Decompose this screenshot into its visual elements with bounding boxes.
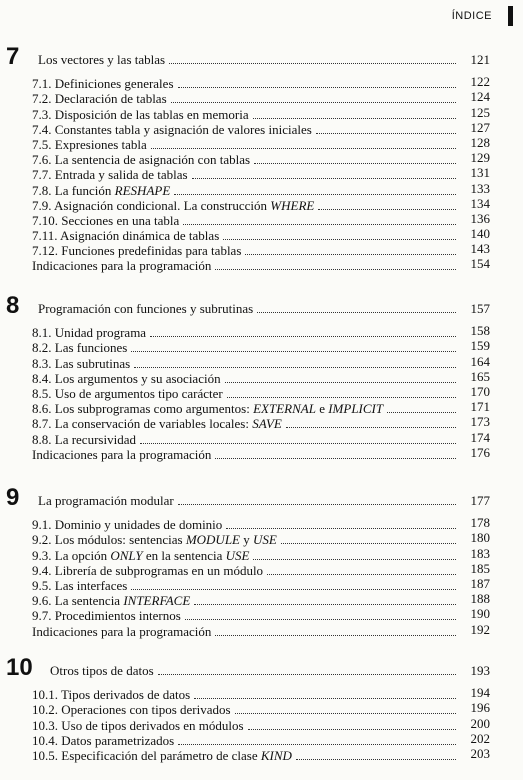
dot-leader — [223, 239, 456, 240]
section-title: 10.3. Uso de tipos derivados en módulos — [32, 717, 244, 733]
dot-leader — [185, 619, 456, 620]
section-title: 8.6. Los subprogramas como argumentos: EXTERNAL e IMPLICIT — [32, 401, 384, 417]
section-page-number: 176 — [470, 444, 490, 460]
chapter-number: 7 — [6, 43, 20, 70]
section-page-number: 183 — [470, 545, 490, 561]
section-entry[interactable] — [32, 730, 490, 748]
dot-leader — [316, 133, 456, 134]
section-title: 7.8. La función RESHAPE — [32, 182, 171, 198]
dot-leader — [267, 574, 456, 575]
section-page-number: 196 — [470, 700, 490, 716]
section-list — [6, 687, 490, 763]
section-entry[interactable] — [32, 91, 490, 106]
chapter-heading[interactable] — [6, 655, 490, 681]
section-title: 7.6. La sentencia de asignación con tablas — [32, 152, 251, 168]
section-entry[interactable] — [32, 547, 490, 562]
section-title: 7.3. Disposición de las tablas en memoria — [32, 106, 249, 122]
dot-leader — [235, 713, 456, 714]
section-title: 9.2. Los módulos: sentencias MODULE y USE — [32, 532, 277, 548]
section-page-number: 122 — [470, 74, 490, 90]
section-title: Indicaciones para la programación — [32, 623, 212, 639]
section-title: 8.7. La conservación de variables locales: SAVE — [32, 416, 282, 432]
section-list — [6, 325, 490, 462]
section-title: 7.1. Definiciones generales — [32, 76, 174, 92]
dot-leader — [254, 163, 456, 164]
section-page-number: 127 — [470, 119, 490, 135]
section-entry[interactable] — [32, 575, 490, 593]
section-title: 9.3. La opción ONLY en la sentencia USE — [32, 547, 250, 563]
dot-leader — [192, 178, 456, 179]
dot-leader — [225, 382, 456, 383]
dot-leader — [131, 589, 456, 590]
dot-leader — [215, 458, 456, 459]
section-page-number: 173 — [470, 414, 490, 430]
section-title: 8.4. Los argumentos y su asociación — [32, 370, 221, 386]
section-page-number: 125 — [470, 104, 490, 120]
section-page-number: 128 — [470, 134, 490, 150]
section-page-number: 124 — [470, 89, 490, 105]
section-entry[interactable] — [32, 717, 490, 732]
section-title: Indicaciones para la programación — [32, 446, 212, 462]
chapter-page-number: 177 — [470, 493, 490, 508]
section-title: 10.2. Operaciones con tipos derivados — [32, 702, 231, 718]
programming-notes-entry[interactable] — [32, 623, 490, 638]
section-entry[interactable] — [32, 167, 490, 182]
dot-leader — [215, 635, 456, 636]
section-page-number: 174 — [470, 429, 490, 445]
chapter-section — [6, 44, 490, 273]
section-entry[interactable] — [32, 383, 490, 401]
dot-leader — [140, 443, 456, 444]
chapter-section — [6, 485, 490, 639]
section-title: 8.5. Uso de argumentos tipo carácter — [32, 385, 223, 401]
section-page-number: 133 — [470, 180, 490, 196]
section-title: 8.3. Las subrutinas — [32, 355, 131, 371]
section-entry[interactable] — [32, 228, 490, 243]
section-page-number: 158 — [470, 323, 490, 339]
section-entry[interactable] — [32, 76, 490, 91]
section-page-number: 203 — [470, 745, 490, 761]
section-entry[interactable] — [32, 416, 490, 431]
header-title: ÍNDICE — [451, 10, 492, 22]
section-title: 9.6. La sentencia INTERFACE — [32, 593, 191, 609]
dot-leader — [296, 759, 456, 760]
section-title: 7.9. Asignación condicional. La construcción WHERE — [32, 197, 315, 213]
section-page-number: 129 — [470, 150, 490, 166]
section-page-number: 178 — [470, 515, 490, 531]
chapter-title: Los vectores y las tablas — [38, 52, 166, 67]
section-entry[interactable] — [32, 368, 490, 386]
chapter-title: Programación con funciones y subrutinas — [38, 301, 254, 316]
section-entry[interactable] — [32, 243, 490, 258]
section-entry[interactable] — [32, 560, 490, 578]
section-title: 10.4. Datos parametrizados — [32, 732, 175, 748]
dot-leader — [226, 528, 456, 529]
dot-leader — [178, 87, 456, 88]
dot-leader — [248, 729, 456, 730]
section-page-number: 171 — [470, 399, 490, 415]
section-entry[interactable] — [32, 401, 490, 416]
section-page-number: 170 — [470, 383, 490, 399]
section-entry[interactable] — [32, 745, 490, 763]
section-page-number: 165 — [470, 368, 490, 384]
dot-leader — [183, 224, 456, 225]
chapter-page-number: 121 — [470, 52, 490, 67]
section-entry[interactable] — [32, 532, 490, 547]
chapter-page-number: 193 — [470, 663, 490, 678]
dot-leader — [387, 412, 456, 413]
section-title: 10.5. Especificación del parámetro de clase KIND — [32, 747, 292, 763]
dot-leader — [150, 336, 456, 337]
section-entry[interactable] — [32, 593, 490, 608]
section-entry[interactable] — [32, 119, 490, 137]
dot-leader — [227, 397, 456, 398]
section-page-number: 154 — [470, 256, 490, 272]
section-title: 8.1. Unidad programa — [32, 325, 147, 341]
section-page-number: 159 — [470, 338, 490, 354]
dot-leader — [281, 543, 456, 544]
section-entry[interactable] — [32, 687, 490, 702]
programming-notes-entry[interactable] — [32, 258, 490, 273]
section-entry[interactable] — [32, 340, 490, 355]
section-entry[interactable] — [32, 134, 490, 152]
section-title: 7.11. Asignación dinámica de tablas — [32, 228, 220, 244]
dot-leader — [171, 102, 456, 103]
section-title: 9.1. Dominio y unidades de dominio — [32, 517, 223, 533]
chapter-heading[interactable] — [6, 293, 490, 319]
dot-leader — [134, 367, 456, 368]
dot-leader — [215, 269, 456, 270]
section-page-number: 192 — [470, 621, 490, 637]
section-entry[interactable] — [32, 517, 490, 532]
dot-leader — [174, 194, 456, 195]
section-entry[interactable] — [32, 106, 490, 121]
section-page-number: 202 — [470, 730, 490, 746]
dot-leader — [257, 312, 456, 313]
section-title: 8.8. La recursividad — [32, 431, 136, 447]
dot-leader — [253, 559, 456, 560]
section-list — [6, 517, 490, 639]
section-title: 7.7. Entrada y salida de tablas — [32, 167, 188, 183]
dot-leader — [318, 209, 456, 210]
section-page-number: 190 — [470, 606, 490, 622]
section-title: 9.7. Procedimientos internos — [32, 608, 181, 624]
section-title: 8.2. Las funciones — [32, 340, 128, 356]
section-title: 10.1. Tipos derivados de datos — [32, 687, 191, 703]
section-entry[interactable] — [32, 325, 490, 340]
section-title: 7.2. Declaración de tablas — [32, 91, 167, 107]
section-entry[interactable] — [32, 182, 490, 197]
section-title: 7.4. Constantes tabla y asignación de valores iniciales — [32, 121, 312, 137]
section-entry[interactable] — [32, 608, 490, 623]
chapter-page-number: 157 — [470, 301, 490, 316]
dot-leader — [131, 351, 456, 352]
chapter-heading[interactable] — [6, 44, 490, 70]
header-bar — [508, 6, 513, 26]
chapter-title: La programación modular — [38, 493, 174, 508]
section-page-number: 143 — [470, 241, 490, 257]
section-page-number: 136 — [470, 210, 490, 226]
chapter-section — [6, 655, 490, 763]
dot-leader — [253, 118, 456, 119]
section-title: Indicaciones para la programación — [32, 258, 212, 274]
dot-leader — [158, 674, 456, 675]
section-entry[interactable] — [32, 431, 490, 446]
chapter-title: Otros tipos de datos — [50, 663, 154, 678]
section-title: 7.5. Expresiones tabla — [32, 136, 147, 152]
dot-leader — [178, 504, 456, 505]
section-entry[interactable] — [32, 152, 490, 167]
section-entry[interactable] — [32, 210, 490, 228]
dot-leader — [194, 604, 456, 605]
section-page-number: 188 — [470, 591, 490, 607]
section-page-number: 187 — [470, 575, 490, 591]
section-list — [6, 76, 490, 273]
section-page-number: 140 — [470, 226, 490, 242]
chapter-section — [6, 293, 490, 462]
section-page-number: 134 — [470, 195, 490, 211]
section-page-number: 180 — [470, 530, 490, 546]
section-page-number: 194 — [470, 685, 490, 701]
chapter-number: 8 — [6, 292, 20, 319]
section-title: 7.12. Funciones predefinidas para tablas — [32, 243, 242, 259]
section-title: 7.10. Secciones en una tabla — [32, 212, 180, 228]
dot-leader — [178, 744, 456, 745]
chapter-number: 9 — [6, 484, 20, 511]
dot-leader — [151, 148, 456, 149]
dot-leader — [245, 254, 456, 255]
section-page-number: 131 — [470, 165, 490, 181]
programming-notes-entry[interactable] — [32, 444, 490, 462]
dot-leader — [169, 63, 456, 64]
section-entry[interactable] — [32, 702, 490, 717]
section-page-number: 185 — [470, 560, 490, 576]
section-page-number: 164 — [470, 353, 490, 369]
section-entry[interactable] — [32, 355, 490, 370]
section-title: 9.5. Las interfaces — [32, 577, 128, 593]
dot-leader — [194, 698, 456, 699]
dot-leader — [286, 427, 456, 428]
page-header — [452, 6, 513, 26]
chapter-number: 10 — [6, 654, 33, 681]
section-entry[interactable] — [32, 195, 490, 213]
chapter-heading[interactable] — [6, 485, 490, 511]
section-title: 9.4. Librería de subprogramas en un módulo — [32, 562, 264, 578]
section-page-number: 200 — [470, 715, 490, 731]
